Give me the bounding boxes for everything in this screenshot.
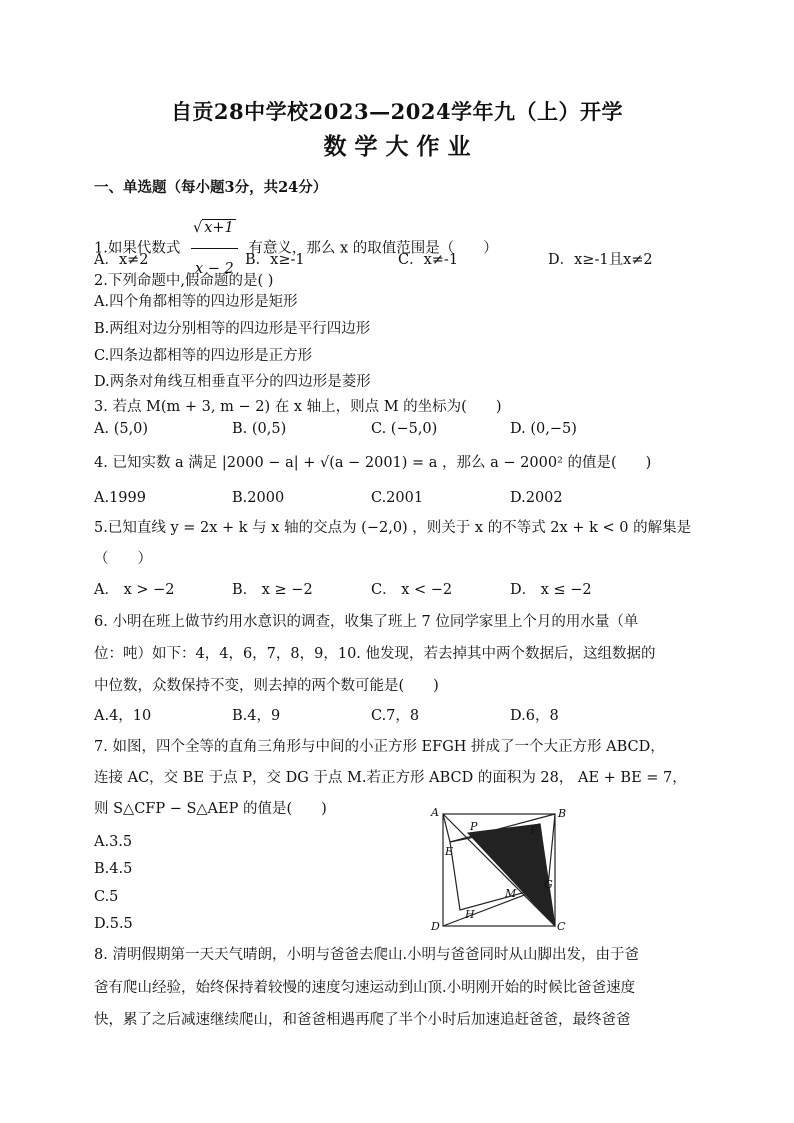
q1-denominator: x − 2 [194, 261, 234, 277]
q4-option-b: B.2000 [232, 490, 285, 506]
label-a: A [431, 806, 439, 819]
q6-option-a: A.4，10 [94, 708, 152, 724]
question-4-stem: 4. 已知实数 a 满足 |2000 − a| + √(a − 2001) = a ，那么 a − 2000² 的值是( ) [94, 455, 652, 471]
q7-option-a: A.3.5 [94, 834, 133, 850]
q6-option-b: B.4，9 [232, 708, 281, 724]
q1-sqrt-content: x+1 [204, 220, 234, 236]
q2-option-d: D.两条对角线互相垂直平分的四边形是菱形 [94, 374, 371, 390]
q1-pre: 1.如果代数式 [94, 240, 181, 257]
label-f: F [530, 824, 538, 837]
question-7-line-1: 7. 如图，四个全等的直角三角形与中间的小正方形 EFGH 拼成了一个大正方形 ABCD， [94, 739, 665, 755]
q7-option-c: C.5 [94, 889, 119, 905]
label-d: D [431, 920, 440, 931]
question-3-stem: 3. 若点 M(m + 3, m − 2) 在 x 轴上，则点 M 的坐标为( ) [94, 399, 502, 415]
label-p: P [470, 820, 478, 833]
question-8-line-2: 爸有爬山经验，始终保持着较慢的速度匀速运动到山顶.小明刚开始的时候比爸爸速度 [94, 980, 636, 996]
question-8-line-3: 快，累了之后减速继续爬山，和爸爸相遇再爬了半个小时后加速追赶爸爸，最终爸爸 [94, 1012, 631, 1028]
q4-option-a: A.1999 [94, 490, 146, 506]
q1-option-d: D．x≥-1且x≠2 [548, 252, 653, 268]
question-2-stem: 2.下列命题中,假命题的是( ) [94, 273, 274, 289]
label-g: G [544, 878, 553, 891]
question-5-blank: （ ） [94, 551, 152, 567]
q2-option-c: C.四条边都相等的四边形是正方形 [94, 348, 313, 364]
q1-option-c: C．x≠-1 [398, 252, 459, 268]
exam-subtitle: 数 学 大 作 业 [323, 133, 471, 160]
label-c: C [557, 920, 566, 931]
q3-option-a: A. (5,0) [94, 421, 149, 437]
q1-post: 有意义，那么 x 的取值范围是（ ） [248, 240, 498, 257]
q5-option-c: C． x < −2 [371, 582, 453, 598]
q3-option-c: C. (−5,0) [371, 421, 438, 437]
q5-option-b: B． x ≥ −2 [232, 582, 313, 598]
q6-option-c: C.7，8 [371, 708, 420, 724]
question-7-line-3: 则 S△CFP − S△AEP 的值是( ) [94, 801, 327, 817]
label-h: H [465, 908, 475, 921]
q7-option-d: D.5.5 [94, 916, 133, 932]
label-m: M [505, 887, 517, 900]
question-7-line-2: 连接 AC，交 BE 于点 P，交 DG 于点 M.若正方形 ABCD 的面积为 28， AE + BE = 7， [94, 770, 687, 786]
q1-option-b: B．x≥-1 [245, 252, 305, 268]
q1-option-a: A．x≠2 [94, 252, 149, 268]
question-8-line-1: 8. 清明假期第一天天气晴朗，小明与爸爸去爬山.小明与爸爸同时从山脚出发，由于爸 [94, 947, 640, 963]
q6-option-d: D.6，8 [510, 708, 559, 724]
label-b: B [558, 807, 567, 820]
shaded-triangle [468, 824, 555, 926]
square-figure [426, 806, 586, 931]
q2-option-a: A.四个角都相等的四边形是矩形 [94, 294, 298, 310]
q5-option-a: A． x > −2 [94, 582, 175, 598]
q7-option-b: B.4.5 [94, 861, 133, 877]
exam-title: 自贡28中学校2023—2024学年九（上）开学 [170, 99, 624, 124]
q3-option-b: B. (0,5) [232, 421, 287, 437]
section-heading: 一、单选题（每小题3分，共24分） [94, 179, 328, 196]
line-bg [548, 814, 555, 886]
q4-option-c: C.2001 [371, 490, 424, 506]
question-5-stem: 5.已知直线 y = 2x + k 与 x 轴的交点为 (−2,0) ，则关于 x 的不等式 2x + k < 0 的解集是 [94, 520, 692, 536]
q5-option-d: D． x ≤ −2 [510, 582, 592, 598]
label-e: E [445, 845, 454, 858]
q4-option-d: D.2002 [510, 490, 563, 506]
question-6-line-2: 位：吨）如下：4，4，6，7，8，9，10. 他发现，若去掉其中两个数据后，这组数据的 [94, 646, 656, 662]
question-6-line-1: 6. 小明在班上做节约用水意识的调查，收集了班上 7 位同学家里上个月的用水量（单 [94, 614, 639, 630]
q2-option-b: B.两组对边分别相等的四边形是平行四边形 [94, 321, 371, 337]
question-6-line-3: 中位数，众数保持不变，则去掉的两个数可能是( ) [94, 678, 439, 694]
q1-numerator: √ x+1 [191, 208, 238, 249]
q3-option-d: D. (0,−5) [510, 421, 577, 437]
